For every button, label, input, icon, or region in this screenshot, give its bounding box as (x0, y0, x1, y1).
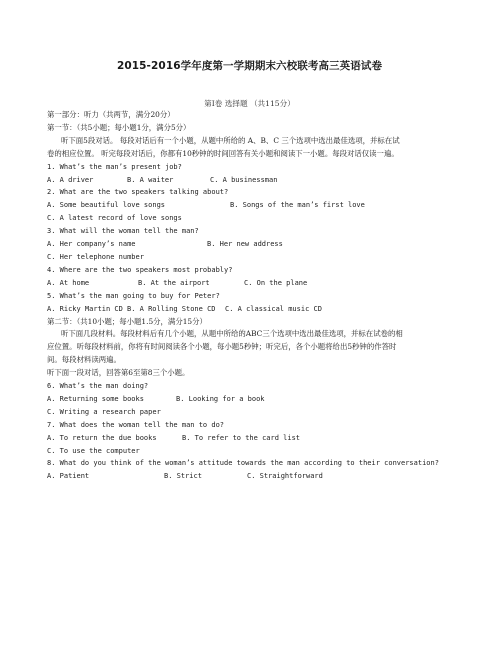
question-5-options (47, 303, 457, 316)
question-1-options (47, 174, 457, 187)
question-8: 8. What do you think of the woman’s attitude towards the man according to their conversation? (47, 459, 439, 468)
option-a: A. At home (47, 278, 90, 287)
option-a: A. Some beautiful love songs (47, 201, 166, 210)
section-title: 第Ⅰ卷 选择题 （共115分） (204, 99, 295, 108)
option-b: B. Strict (164, 472, 202, 481)
option-a: A. Patient (47, 472, 90, 481)
option-c: C. To use the computer (47, 446, 140, 455)
question-2-options (47, 199, 457, 212)
option-c: C. Straightforward (247, 472, 323, 481)
question-8-options (47, 470, 457, 483)
option-a: A. Ricky Martin CD (47, 304, 123, 313)
question-4-options (47, 277, 457, 290)
question-4: 4. Where are the two speakers most probably? (47, 265, 233, 274)
section2-subheading: 听下面一段对话，回答第6至第8三个小题。 (47, 368, 190, 378)
section2-instructions-line1: 听下面几段材料。每段材料后有几个小题，从题中所给的ABC三个选项中选出最佳选项，并标在试卷的相 (61, 329, 403, 339)
option-a: A. To return the due books (47, 433, 157, 442)
exam-body (47, 109, 457, 483)
option-b: B. At the airport (138, 278, 210, 287)
section2-instructions-line2: 应位置。听每段材料前，你将有时间阅读各个小题，每小题5秒钟；听完后，各个小题将给出5秒钟的作答时 (47, 342, 397, 352)
exam-title: 2015-2016学年度第一学期期末六校联考高三英语试卷 (116, 60, 383, 72)
question-7: 7. What does the woman tell the man to do? (47, 420, 225, 429)
option-c: C. A latest record of love songs (47, 214, 182, 223)
option-a: A. Her company’s name (47, 240, 136, 249)
option-a: A. A driver (47, 175, 94, 184)
section2-heading: 第二节：（共10小题；每小题1.5分，满分15分） (47, 316, 207, 326)
option-b: B. Songs of the man’s first love (230, 201, 365, 210)
question-6-options (47, 393, 457, 406)
section1-heading: 第一节：（共5小题；每小题1分，满分5分） (47, 122, 191, 132)
section2-instructions-line3: 间。每段材料读两遍。 (47, 355, 121, 365)
option-b: B. To refer to the card list (182, 433, 301, 442)
question-7-options (47, 432, 457, 445)
question-6: 6. What’s the man doing? (47, 382, 149, 391)
option-c: C. A classical music CD (225, 304, 322, 313)
question-2: 2. What are the two speakers talking about? (47, 188, 229, 197)
question-3: 3. What will the woman tell the man? (47, 227, 199, 236)
option-b: B. Her new address (207, 240, 283, 249)
part-heading: 第一部分：听力（共两节，满分20分） (47, 110, 175, 119)
question-3-options (47, 238, 457, 251)
option-a: A. Returning some books (47, 394, 144, 403)
option-c: C. Writing a research paper (47, 407, 161, 416)
section1-instructions-line2: 卷的相应位置。 听完每段对话后，你都有10秒钟的时间回答有关小题和阅读下一小题。每段对话仅读一遍。 (47, 148, 399, 158)
section1-instructions-line1: 听下面5段对话。 每段对话后有一个小题，从题中所给的 A、B、C 三个选项中选出最佳选项，并标在试 (61, 135, 400, 145)
option-b: B. A Rolling Stone CD (127, 304, 216, 313)
option-c: C. Her telephone number (47, 252, 144, 261)
option-b: B. Looking for a book (176, 394, 265, 403)
option-b: B. A waiter (127, 175, 174, 184)
question-1: 1. What’s the man’s present job? (47, 162, 182, 171)
option-c: C. A businessman (210, 175, 278, 184)
option-c: C. On the plane (244, 278, 308, 287)
question-5: 5. What’s the man going to buy for Peter? (47, 291, 220, 300)
